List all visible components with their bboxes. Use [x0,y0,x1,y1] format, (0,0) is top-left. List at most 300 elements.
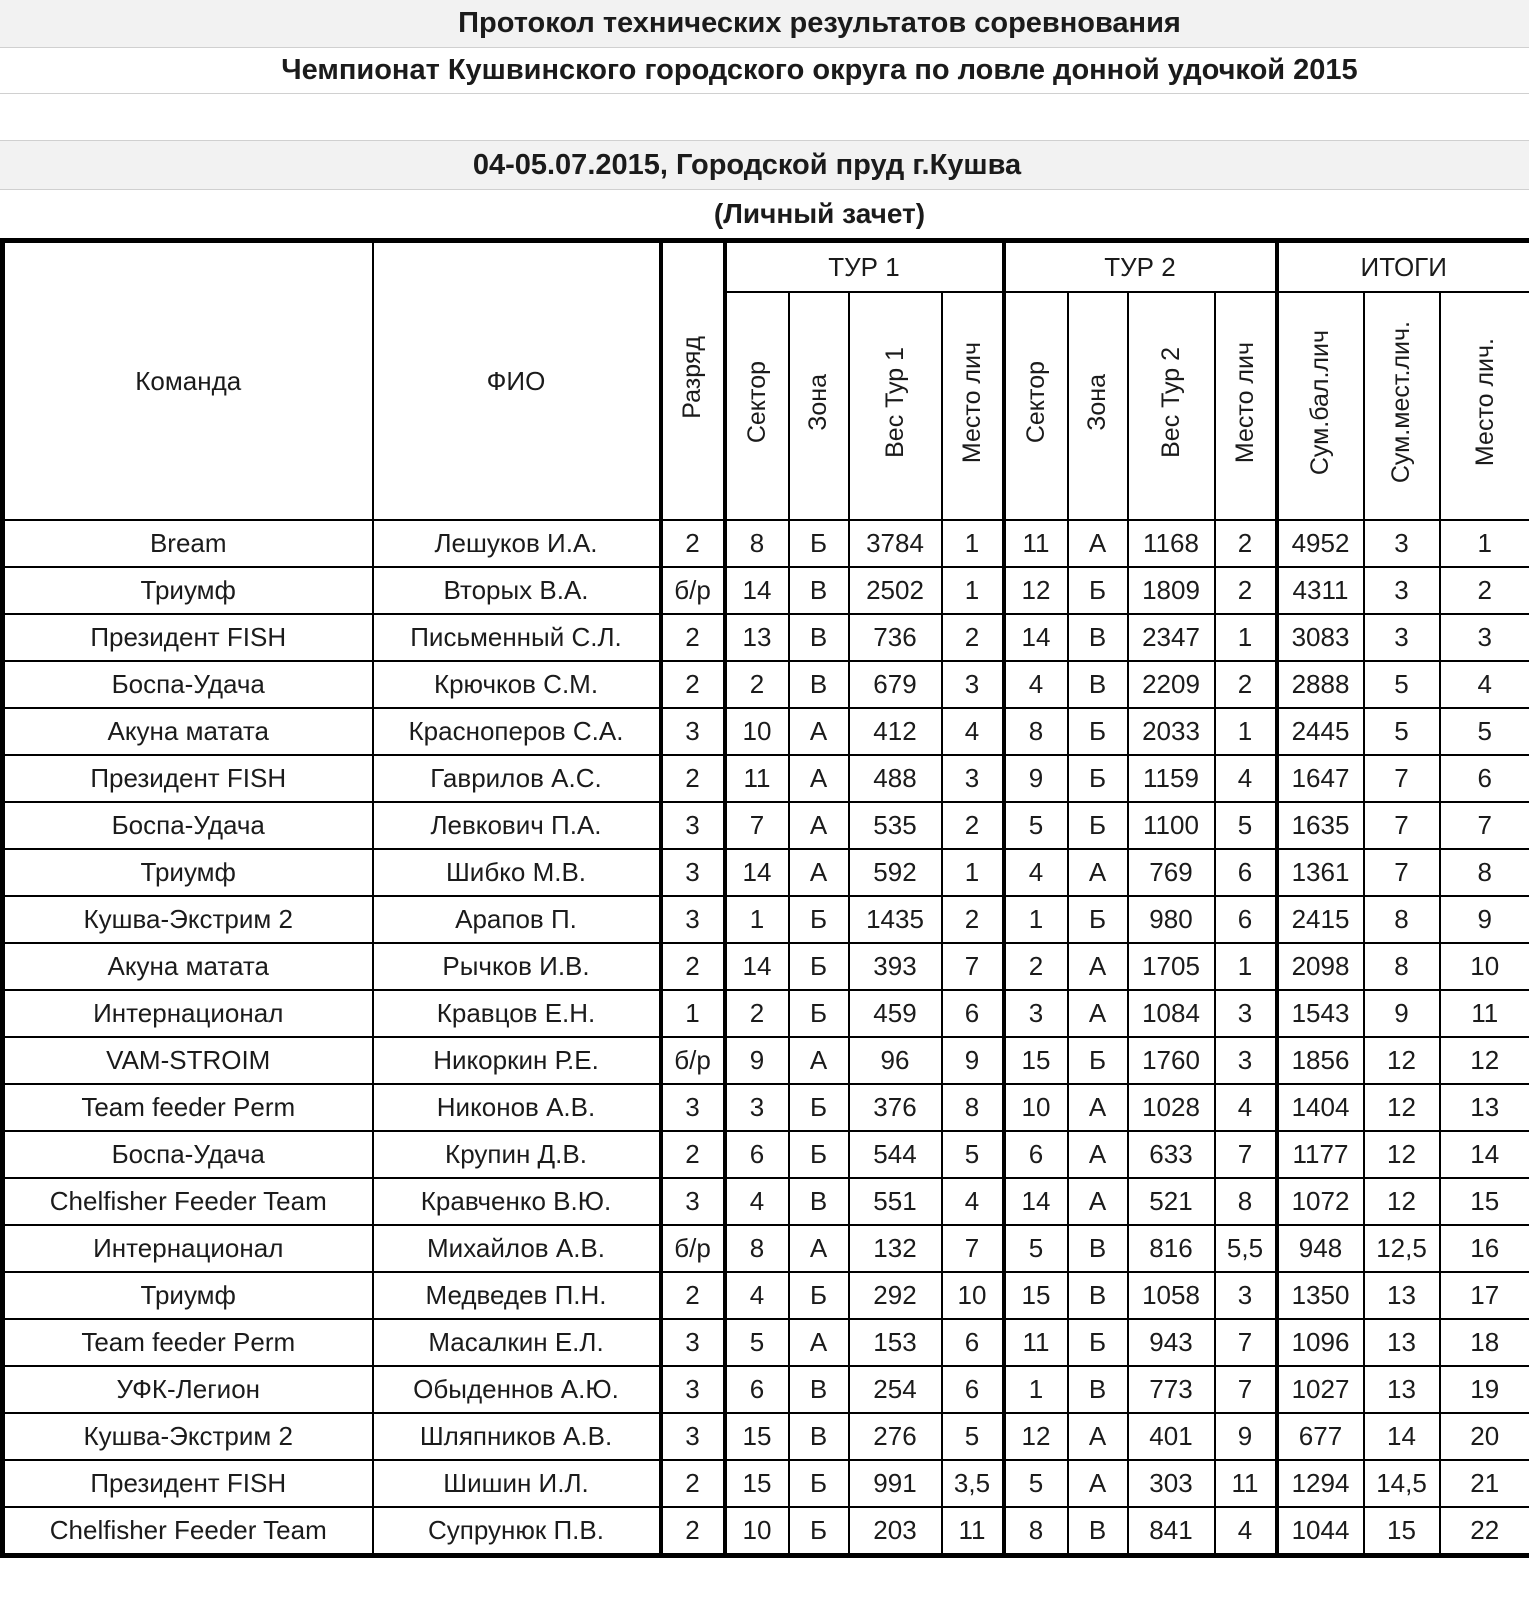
cell-place1: 5 [942,1413,1004,1460]
cell-sector2: 8 [1004,1507,1068,1556]
cell-sector1: 14 [725,849,789,896]
cell-sector2: 5 [1004,1460,1068,1507]
cell-weight2: 521 [1128,1178,1215,1225]
results-tbody [3,520,1529,1556]
cell-zone2: В [1068,1225,1128,1272]
cell-place1: 5 [942,1131,1004,1178]
cell-zone1: Б [789,1131,849,1178]
cell-sum-places: 14 [1364,1413,1440,1460]
cell-sector1: 8 [725,1225,789,1272]
table-row [3,1178,1529,1225]
col-header-weight1 [849,292,942,520]
cell-sum-points: 2888 [1277,661,1364,708]
table-row [3,849,1529,896]
cell-team: Интернационал [3,1225,373,1272]
cell-sum-places: 12 [1364,1084,1440,1131]
cell-name: Рычков И.В. [373,943,661,990]
cell-sector1: 5 [725,1319,789,1366]
cell-zone2: Б [1068,567,1128,614]
cell-weight1: 488 [849,755,942,802]
cell-zone1: А [789,802,849,849]
cell-name: Красноперов С.А. [373,708,661,755]
cell-rank: 3 [661,1178,725,1225]
cell-sum-points: 1096 [1277,1319,1364,1366]
cell-weight2: 401 [1128,1413,1215,1460]
cell-rank: 2 [661,943,725,990]
cell-weight1: 2502 [849,567,942,614]
cell-zone2: В [1068,1272,1128,1319]
cell-zone1: Б [789,943,849,990]
cell-sum-points: 1647 [1277,755,1364,802]
rotated-label: Место лич [957,341,986,464]
cell-rank: 3 [661,802,725,849]
cell-zone2: Б [1068,802,1128,849]
cell-zone1: В [789,661,849,708]
cell-sum-places: 5 [1364,661,1440,708]
cell-weight1: 459 [849,990,942,1037]
col-header-zone1 [789,292,849,520]
cell-team: Team feeder Perm [3,1084,373,1131]
cell-weight2: 980 [1128,896,1215,943]
cell-place1: 11 [942,1507,1004,1556]
cell-rank: 2 [661,520,725,567]
table-row [3,661,1529,708]
cell-weight1: 412 [849,708,942,755]
cell-place2: 2 [1215,567,1277,614]
cell-weight1: 679 [849,661,942,708]
table-row [3,1084,1529,1131]
cell-zone2: А [1068,1413,1128,1460]
cell-zone1: А [789,849,849,896]
cell-place-final: 1 [1440,520,1529,567]
cell-rank: 3 [661,849,725,896]
cell-weight1: 551 [849,1178,942,1225]
cell-sector1: 14 [725,943,789,990]
cell-zone2: В [1068,1366,1128,1413]
cell-sector2: 1 [1004,896,1068,943]
cell-weight2: 1084 [1128,990,1215,1037]
cell-sum-points: 1177 [1277,1131,1364,1178]
cell-sector1: 15 [725,1460,789,1507]
championship-title: Чемпионат Кушвинского городского округа по ловле донной удочкой 2015 [0,48,1529,94]
cell-sum-points: 1044 [1277,1507,1364,1556]
cell-place-final: 17 [1440,1272,1529,1319]
cell-place2: 7 [1215,1366,1277,1413]
cell-sector1: 2 [725,990,789,1037]
table-row [3,802,1529,849]
cell-zone1: Б [789,1460,849,1507]
cell-name: Гаврилов А.С. [373,755,661,802]
cell-sector2: 5 [1004,802,1068,849]
cell-weight2: 1159 [1128,755,1215,802]
cell-name: Михайлов А.В. [373,1225,661,1272]
cell-weight1: 276 [849,1413,942,1460]
cell-team: Кушва-Экстрим 2 [3,896,373,943]
cell-place-final: 4 [1440,661,1529,708]
cell-sum-places: 7 [1364,755,1440,802]
cell-sector2: 1 [1004,1366,1068,1413]
cell-rank: 2 [661,614,725,661]
table-row [3,708,1529,755]
cell-team: Триумф [3,567,373,614]
cell-sector2: 4 [1004,661,1068,708]
cell-weight2: 1058 [1128,1272,1215,1319]
cell-sector2: 6 [1004,1131,1068,1178]
cell-place1: 1 [942,567,1004,614]
cell-sum-places: 7 [1364,849,1440,896]
cell-sector1: 6 [725,1131,789,1178]
cell-place2: 1 [1215,943,1277,990]
cell-weight1: 1435 [849,896,942,943]
cell-name: Крючков С.М. [373,661,661,708]
cell-place1: 3 [942,755,1004,802]
cell-rank: 2 [661,1272,725,1319]
cell-zone2: В [1068,614,1128,661]
group-header-totals: ИТОГИ [1277,241,1529,293]
col-header-rank [661,241,725,521]
cell-sector2: 14 [1004,614,1068,661]
group-header-tour2: ТУР 2 [1004,241,1277,293]
cell-place-final: 3 [1440,614,1529,661]
cell-rank: 3 [661,1319,725,1366]
cell-zone1: А [789,708,849,755]
cell-sum-places: 8 [1364,896,1440,943]
cell-sector2: 12 [1004,1413,1068,1460]
cell-zone1: В [789,1413,849,1460]
cell-place2: 2 [1215,520,1277,567]
cell-team: Триумф [3,1272,373,1319]
col-header-sector2 [1004,292,1068,520]
cell-rank: б/р [661,567,725,614]
cell-team: Bream [3,520,373,567]
cell-place-final: 18 [1440,1319,1529,1366]
cell-place-final: 20 [1440,1413,1529,1460]
cell-place1: 6 [942,1366,1004,1413]
cell-place-final: 19 [1440,1366,1529,1413]
cell-weight1: 736 [849,614,942,661]
table-row [3,896,1529,943]
cell-place1: 1 [942,520,1004,567]
cell-place-final: 2 [1440,567,1529,614]
cell-sector2: 10 [1004,1084,1068,1131]
cell-sector1: 14 [725,567,789,614]
cell-place1: 3 [942,661,1004,708]
cell-weight1: 376 [849,1084,942,1131]
table-row [3,1131,1529,1178]
cell-name: Никоркин Р.Е. [373,1037,661,1084]
cell-zone1: В [789,1366,849,1413]
cell-sum-points: 1027 [1277,1366,1364,1413]
cell-place1: 3,5 [942,1460,1004,1507]
rotated-label: Вес Тур 2 [1156,347,1185,458]
cell-sector2: 15 [1004,1272,1068,1319]
cell-zone1: Б [789,1272,849,1319]
cell-sector2: 11 [1004,1319,1068,1366]
cell-team: Президент FISH [3,755,373,802]
cell-sector1: 3 [725,1084,789,1131]
cell-sector1: 13 [725,614,789,661]
cell-rank: 3 [661,1413,725,1460]
cell-name: Супрунюк П.В. [373,1507,661,1556]
cell-place1: 1 [942,849,1004,896]
cell-zone1: Б [789,1084,849,1131]
cell-place2: 5 [1215,802,1277,849]
cell-place2: 4 [1215,1507,1277,1556]
cell-place1: 7 [942,943,1004,990]
cell-sector1: 15 [725,1413,789,1460]
cell-place2: 7 [1215,1131,1277,1178]
col-header-place1 [942,292,1004,520]
cell-place-final: 8 [1440,849,1529,896]
cell-zone2: Б [1068,708,1128,755]
rotated-label: Зона [1083,374,1112,431]
cell-zone1: В [789,567,849,614]
cell-sum-points: 1294 [1277,1460,1364,1507]
cell-weight2: 1168 [1128,520,1215,567]
col-header-name: ФИО [373,241,661,521]
rotated-label: Разряд [678,336,707,419]
cell-sum-places: 3 [1364,567,1440,614]
cell-place-final: 22 [1440,1507,1529,1556]
cell-weight2: 769 [1128,849,1215,896]
cell-team: Боспа-Удача [3,661,373,708]
cell-sum-places: 13 [1364,1366,1440,1413]
table-row [3,990,1529,1037]
cell-sum-places: 13 [1364,1319,1440,1366]
cell-sector2: 3 [1004,990,1068,1037]
cell-place-final: 16 [1440,1225,1529,1272]
cell-sum-points: 2098 [1277,943,1364,990]
cell-place2: 5,5 [1215,1225,1277,1272]
cell-zone2: Б [1068,896,1128,943]
cell-sector1: 8 [725,520,789,567]
cell-rank: 3 [661,1366,725,1413]
cell-name: Медведев П.Н. [373,1272,661,1319]
cell-name: Шишин И.Л. [373,1460,661,1507]
col-header-place-final [1440,292,1529,520]
cell-sum-places: 8 [1364,943,1440,990]
cell-name: Письменный С.Л. [373,614,661,661]
cell-team: Боспа-Удача [3,1131,373,1178]
cell-zone1: Б [789,1507,849,1556]
spacer-row [0,94,1529,141]
cell-sum-points: 1404 [1277,1084,1364,1131]
cell-weight1: 544 [849,1131,942,1178]
cell-place-final: 11 [1440,990,1529,1037]
cell-team: Team feeder Perm [3,1319,373,1366]
cell-place2: 8 [1215,1178,1277,1225]
cell-weight2: 1809 [1128,567,1215,614]
protocol-title: Протокол технических результатов соревнования [0,0,1529,48]
cell-name: Вторых В.А. [373,567,661,614]
table-row [3,1507,1529,1556]
cell-team: Chelfisher Feeder Team [3,1507,373,1556]
table-row [3,943,1529,990]
cell-weight2: 1760 [1128,1037,1215,1084]
cell-weight1: 535 [849,802,942,849]
cell-sector2: 14 [1004,1178,1068,1225]
cell-weight2: 2033 [1128,708,1215,755]
cell-sector1: 11 [725,755,789,802]
col-header-team: Команда [3,241,373,521]
cell-team: Акуна матата [3,943,373,990]
results-table [0,238,1529,1558]
rotated-label: Сум.мест.лич. [1387,321,1416,484]
cell-sum-points: 2445 [1277,708,1364,755]
cell-place2: 11 [1215,1460,1277,1507]
cell-place2: 3 [1215,1037,1277,1084]
cell-rank: 2 [661,661,725,708]
cell-team: Кушва-Экстрим 2 [3,1413,373,1460]
table-row [3,1225,1529,1272]
cell-sum-places: 3 [1364,614,1440,661]
col-header-weight2 [1128,292,1215,520]
cell-weight2: 633 [1128,1131,1215,1178]
cell-sector1: 9 [725,1037,789,1084]
cell-sum-points: 948 [1277,1225,1364,1272]
cell-rank: б/р [661,1225,725,1272]
cell-name: Масалкин Е.Л. [373,1319,661,1366]
cell-sum-places: 9 [1364,990,1440,1037]
cell-weight2: 1705 [1128,943,1215,990]
cell-sum-places: 12,5 [1364,1225,1440,1272]
cell-sector2: 8 [1004,708,1068,755]
cell-sector1: 1 [725,896,789,943]
cell-sector1: 2 [725,661,789,708]
cell-place1: 2 [942,802,1004,849]
rotated-label: Сектор [742,361,771,444]
cell-zone2: А [1068,1084,1128,1131]
cell-weight1: 592 [849,849,942,896]
cell-name: Левкович П.А. [373,802,661,849]
cell-place-final: 21 [1440,1460,1529,1507]
cell-name: Никонов А.В. [373,1084,661,1131]
cell-zone2: В [1068,1507,1128,1556]
rotated-label: Сектор [1021,361,1050,444]
cell-place-final: 13 [1440,1084,1529,1131]
cell-place1: 4 [942,1178,1004,1225]
cell-place1: 8 [942,1084,1004,1131]
table-row [3,1272,1529,1319]
table-row [3,1037,1529,1084]
cell-zone1: А [789,1319,849,1366]
cell-place2: 1 [1215,708,1277,755]
cell-weight2: 841 [1128,1507,1215,1556]
cell-weight1: 153 [849,1319,942,1366]
cell-name: Крупин Д.В. [373,1131,661,1178]
cell-place1: 2 [942,614,1004,661]
cell-sum-places: 12 [1364,1178,1440,1225]
cell-zone1: В [789,1178,849,1225]
cell-place2: 1 [1215,614,1277,661]
cell-sum-places: 12 [1364,1131,1440,1178]
group-header-tour1: ТУР 1 [725,241,1004,293]
cell-sector1: 10 [725,708,789,755]
cell-sum-places: 13 [1364,1272,1440,1319]
cell-weight1: 991 [849,1460,942,1507]
rotated-label: Место лич. [1470,338,1499,467]
cell-team: Акуна матата [3,708,373,755]
col-header-sector1 [725,292,789,520]
table-row [3,1413,1529,1460]
cell-sum-points: 1543 [1277,990,1364,1037]
table-row [3,1460,1529,1507]
cell-rank: 2 [661,1460,725,1507]
cell-place-final: 5 [1440,708,1529,755]
cell-rank: 3 [661,708,725,755]
cell-weight2: 943 [1128,1319,1215,1366]
cell-rank: 2 [661,1507,725,1556]
cell-place2: 4 [1215,1084,1277,1131]
cell-zone1: Б [789,520,849,567]
cell-weight2: 2347 [1128,614,1215,661]
cell-place-final: 10 [1440,943,1529,990]
cell-place1: 4 [942,708,1004,755]
cell-zone1: А [789,1225,849,1272]
cell-zone2: А [1068,1178,1128,1225]
cell-weight1: 203 [849,1507,942,1556]
cell-name: Кравченко В.Ю. [373,1178,661,1225]
cell-place2: 9 [1215,1413,1277,1460]
cell-name: Обыденнов А.Ю. [373,1366,661,1413]
cell-team: УФК-Легион [3,1366,373,1413]
cell-place2: 6 [1215,849,1277,896]
cell-zone2: А [1068,1131,1128,1178]
cell-team: Chelfisher Feeder Team [3,1178,373,1225]
rotated-label: Зона [804,374,833,431]
cell-sector2: 4 [1004,849,1068,896]
cell-sum-places: 5 [1364,708,1440,755]
cell-weight1: 3784 [849,520,942,567]
cell-name: Арапов П. [373,896,661,943]
cell-sum-points: 1350 [1277,1272,1364,1319]
table-row [3,1366,1529,1413]
cell-zone2: В [1068,661,1128,708]
standings-type-title: (Личный зачет) [713,198,926,229]
cell-sum-places: 3 [1364,520,1440,567]
rotated-label: Вес Тур 1 [880,347,909,458]
cell-weight1: 393 [849,943,942,990]
cell-place1: 10 [942,1272,1004,1319]
cell-place2: 7 [1215,1319,1277,1366]
cell-name: Лешуков И.А. [373,520,661,567]
cell-sector2: 2 [1004,943,1068,990]
cell-place2: 3 [1215,990,1277,1037]
rotated-label: Место лич [1230,341,1259,464]
cell-team: Триумф [3,849,373,896]
table-row [3,520,1529,567]
cell-place2: 6 [1215,896,1277,943]
cell-place1: 6 [942,990,1004,1037]
cell-sector1: 7 [725,802,789,849]
cell-sum-places: 14,5 [1364,1460,1440,1507]
cell-weight1: 292 [849,1272,942,1319]
cell-rank: 3 [661,1084,725,1131]
cell-zone2: А [1068,990,1128,1037]
cell-zone2: А [1068,943,1128,990]
cell-sector2: 15 [1004,1037,1068,1084]
cell-sum-points: 2415 [1277,896,1364,943]
cell-place-final: 15 [1440,1178,1529,1225]
cell-name: Шляпников А.В. [373,1413,661,1460]
table-row [3,1319,1529,1366]
cell-zone2: Б [1068,1037,1128,1084]
cell-place1: 6 [942,1319,1004,1366]
table-row [3,567,1529,614]
cell-place-final: 7 [1440,802,1529,849]
cell-sector1: 4 [725,1178,789,1225]
cell-place2: 2 [1215,661,1277,708]
